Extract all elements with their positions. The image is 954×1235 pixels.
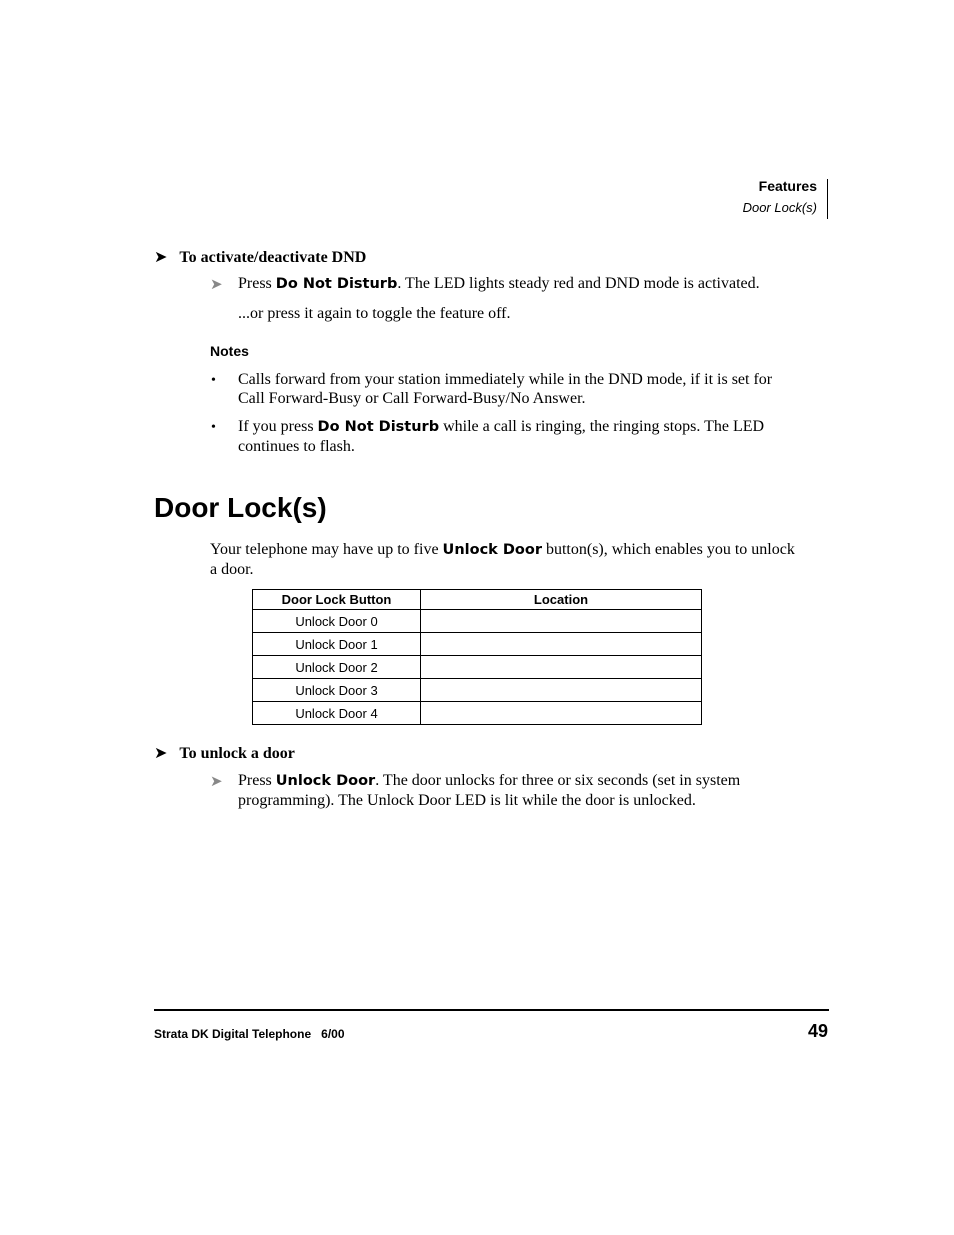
page-number: 49: [807, 1021, 828, 1041]
door-lock-button-cell: Unlock Door 4: [253, 702, 421, 725]
door-lock-intro-suffix: button(s), which enables you to unlock a door.: [210, 541, 795, 578]
note-item-2: [211, 417, 798, 456]
footer-rule: [154, 1009, 829, 1011]
column-header-door-lock-button: Door Lock Button: [253, 590, 421, 610]
door-lock-button-cell: Unlock Door 2: [253, 656, 421, 679]
step-arrow-icon: ➤: [210, 275, 223, 293]
unlock-door-button-name: Unlock Door: [442, 542, 542, 558]
section-title: Door Lock(s): [154, 492, 327, 523]
unlock-step-1: [210, 771, 798, 811]
location-cell: [421, 702, 702, 725]
do-not-disturb-button-name: Do Not Disturb: [275, 276, 398, 292]
door-lock-button-cell: Unlock Door 0: [253, 610, 421, 633]
door-lock-button-cell: Unlock Door 1: [253, 633, 421, 656]
door-lock-intro-prefix: Your telephone may have up to five: [210, 541, 443, 558]
door-lock-button-cell: Unlock Door 3: [253, 679, 421, 702]
location-cell: [421, 656, 702, 679]
running-header-section: Features: [758, 178, 817, 194]
bullet-icon: •: [211, 420, 216, 435]
bullet-icon: •: [211, 373, 216, 388]
dnd-step-1-prefix: Press: [238, 275, 276, 292]
note-item-1: [211, 370, 798, 408]
procedure-arrow-icon: ➤: [154, 743, 168, 762]
procedure-arrow-icon: ➤: [154, 247, 168, 266]
unlock-door-button-name: Unlock Door: [275, 773, 376, 789]
notes-heading: Notes: [210, 343, 249, 359]
unlock-procedure-title: To unlock a door: [179, 745, 295, 762]
dnd-step-1-suffix: . The LED lights steady red and DND mode is activated.: [397, 275, 760, 292]
unlock-step-1-prefix: Press: [238, 772, 276, 789]
unlock-step-1-suffix: . The door unlocks for three or six seconds (set in system programming). The Unlock Door LED is lit while the door is unlocked.: [238, 772, 741, 809]
running-header-subsection: Door Lock(s): [742, 200, 817, 215]
dnd-step-1: [210, 274, 808, 294]
dnd-procedure-title: To activate/deactivate DND: [179, 249, 367, 266]
dnd-step-continuation: ...or press it again to toggle the feature off.: [238, 305, 511, 322]
column-header-location: Location: [421, 590, 702, 610]
location-cell: [421, 633, 702, 656]
door-lock-table: [252, 589, 702, 725]
table-row: [253, 679, 702, 702]
location-cell: [421, 679, 702, 702]
note-item-1-text: Calls forward from your station immediately while in the DND mode, if it is set for Call Forward-Busy or Call Forward-Busy/No Answer.: [238, 371, 773, 407]
door-lock-intro: [210, 540, 800, 579]
unlock-procedure-heading: [154, 743, 295, 763]
table-row: [253, 610, 702, 633]
note-item-2-prefix: If you press: [238, 418, 318, 435]
footer-date: 6/00: [321, 1027, 345, 1041]
table-header-row: [253, 590, 702, 610]
header-vertical-rule: [827, 179, 828, 219]
step-arrow-icon: ➤: [210, 772, 223, 790]
location-cell: [421, 610, 702, 633]
table-row: [253, 702, 702, 725]
footer-doc-title: Strata DK Digital Telephone: [154, 1027, 312, 1041]
dnd-procedure-heading: [154, 247, 366, 267]
footer-title: [154, 1027, 345, 1041]
table-row: [253, 633, 702, 656]
note-item-2-suffix: while a call is ringing, the ringing stops. The LED continues to flash.: [238, 418, 765, 455]
table-row: [253, 656, 702, 679]
do-not-disturb-button-name: Do Not Disturb: [317, 419, 440, 435]
